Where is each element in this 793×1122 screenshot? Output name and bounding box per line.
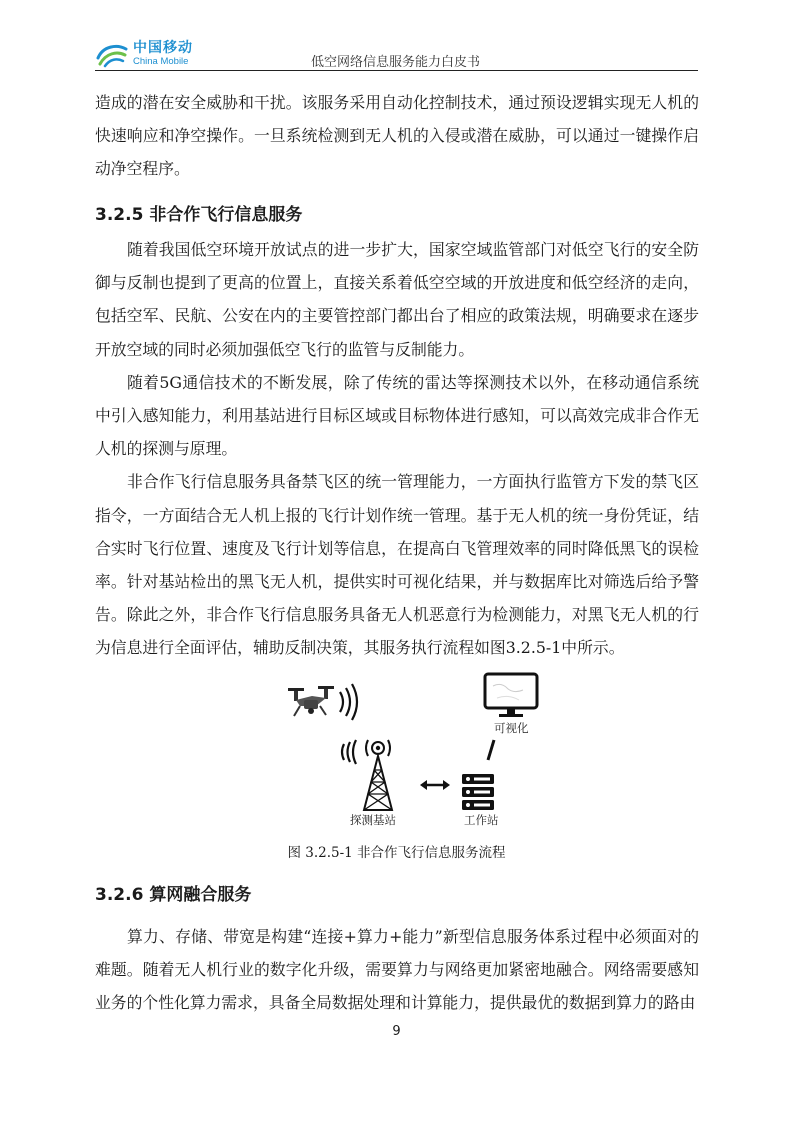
page-number: 9 bbox=[392, 1024, 401, 1039]
header-divider bbox=[95, 70, 698, 71]
section-heading-3-2-6: 3.2.6 算网融合服务 bbox=[95, 885, 252, 905]
signal-tower-icon bbox=[338, 734, 408, 812]
section-3-2-6-body bbox=[95, 920, 699, 1020]
paragraph: 随着5G通信技术的不断发展，除了传统的雷达等探测技术以外，在移动通信系统中引入感知能力，利用基站进行目标区域或目标物体进行感知，可以高效完成非合作无人机的探测与原理。 bbox=[95, 372, 699, 459]
label-visualize: 可视化 bbox=[494, 721, 529, 735]
arrow-up-icon bbox=[482, 738, 502, 762]
label-workstation: 工作站 bbox=[464, 813, 499, 827]
figure-caption: 图 3.2.5-1 非合作飞行信息服务流程 bbox=[287, 845, 506, 861]
china-mobile-logo bbox=[95, 40, 193, 68]
server-icon bbox=[460, 772, 496, 812]
intro-block bbox=[95, 86, 699, 186]
drone-icon bbox=[286, 682, 366, 726]
china-mobile-logo-icon bbox=[95, 40, 129, 68]
paragraph: 非合作飞行信息服务具备禁飞区的统一管理能力，一方面执行监管方下发的禁飞区指令，一方面结合无人机上报的飞行计划作统一管理。基于无人机的统一身份凭证，结合实时飞行位置、速度及飞行计划等信息，在提高白飞管理效率的同时降低黑飞的误检率。针对基站检出的黑飞无人机，提供实时可视化结果，并与数据库比对筛选后给予警告。除此之外，非合作飞行信息服务具备无人机恶意行为检测能力，对黑飞无人机的行为信息进行全面评估，辅助反制决策，其服务执行流程如图3.2.5-1中所示。 bbox=[95, 472, 699, 658]
flow-figure bbox=[270, 668, 570, 833]
page-header bbox=[95, 36, 698, 72]
logo-english-text: China Mobile bbox=[133, 56, 189, 68]
paragraph: 算力、存储、带宽是构建“连接+算力+能力”新型信息服务体系过程中必须面对的难题。随着无人机行业的数字化升级，需要算力与网络更加紧密地融合。网络需要感知业务的个性化算力需求，具备全局数据处理和计算能力，提供最优的数据到算力的路由 bbox=[95, 927, 699, 1013]
section-3-2-5-body bbox=[95, 233, 699, 665]
label-base-station: 探测基站 bbox=[350, 813, 396, 827]
document-title: 低空网络信息服务能力白皮书 bbox=[311, 55, 481, 70]
paragraph: 随着我国低空环境开放试点的进一步扩大，国家空域监管部门对低空飞行的安全防御与反制也提到了更高的位置上，直接关系着低空空域的开放进度和低空经济的走向，包括空军、民航、公安在内的主要管控部门都出台了相应的政策法规，明确要求在逐步开放空域的同时必须加强低空飞行的监管与反制能力。 bbox=[95, 240, 699, 359]
monitor-icon bbox=[483, 672, 539, 720]
logo-chinese-text: 中国移动 bbox=[133, 40, 193, 57]
double-arrow-icon bbox=[418, 778, 452, 792]
section-heading-3-2-5: 3.2.5 非合作飞行信息服务 bbox=[95, 205, 303, 225]
intro-paragraph: 造成的潜在安全威胁和干扰。该服务采用自动化控制技术，通过预设逻辑实现无人机的快速响应和净空操作。一旦系统检测到无人机的入侵或潜在威胁，可以通过一键操作启动净空程序。 bbox=[95, 93, 699, 179]
